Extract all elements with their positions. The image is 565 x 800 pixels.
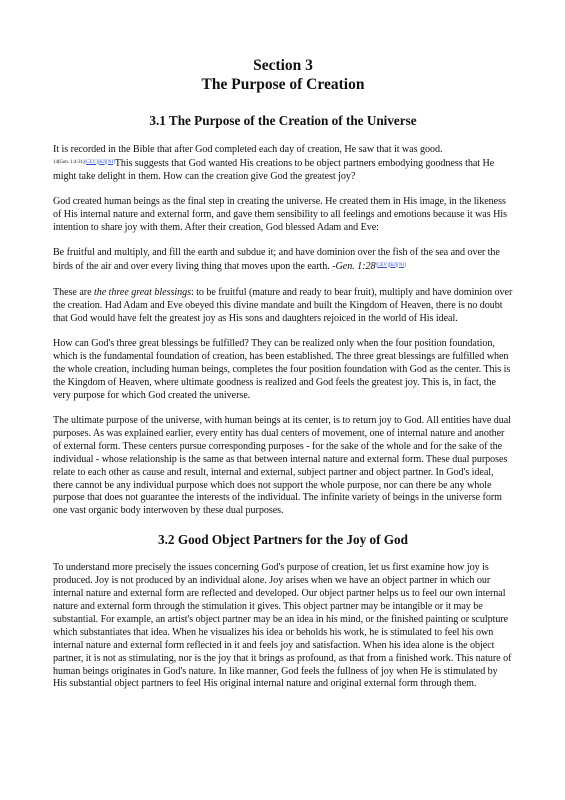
paragraph-3-1-5: How can God's three great blessings be fulfilled? They can be realized only when the four position foundation, which is the fundamental foundation of creation, has been established. The three great blessings are fulfilled when the whole creation, including human beings, completes the four position foundation with God as the center. This is the Kingdom of Heaven, where ultimate goodness is realized and God feels the greatest joy. This is, in fact, the very purpose for which God created the universe. <box>53 337 511 401</box>
quote-text: Be fruitful and multiply, and fill the earth and subdue it; and have dominion over the fish of the sea and over the birds of the air and over every living thing that moves upon the earth. - <box>53 247 500 273</box>
paragraph-text: These are <box>53 286 94 298</box>
footnote-reference: 14(Gen. 1:4-31) <box>53 159 85 165</box>
bracket: ][ <box>395 263 399 269</box>
paragraph-3-1-1 <box>53 144 513 184</box>
kj-link[interactable]: KJ <box>99 159 105 165</box>
subsection-heading-3-1: 3.1 The Purpose of the Creation of the Universe <box>149 113 417 128</box>
bracket: ] <box>113 159 115 165</box>
ni-link[interactable]: NI <box>107 159 114 165</box>
bracket: [ <box>84 159 87 165</box>
subsection-heading-3-2: 3.2 Good Object Partners for the Joy of God <box>158 532 408 548</box>
paragraph-3-1-2: God created human beings as the final step in creating the universe. He created them in His image, in the likeness of His internal nature and external form, and gave them sensibility to all feelings and emotions because it was His intention to share joy with them. After their creation, God blessed Adam and Eve: <box>53 196 507 234</box>
paragraph-text: It is recorded in the Bible that after God completed each day of creation, He saw that it was good. <box>53 144 443 155</box>
bracket: ][ <box>95 159 100 165</box>
cev-link[interactable]: CEV <box>86 159 96 165</box>
bracket: ][ <box>104 159 108 165</box>
paragraph-text: T <box>114 157 121 169</box>
paragraph-3-2-1: To understand more precisely the issues concerning God's purpose of creation, let us first examine how joy is produced. Joy is not produced by an individual alone. Joy arises when we have an object partner in which our internal nature and external form are reflected and developed. Our object partner helps us to feel our own internal nature and external form through the stimulation it gives. This object partner may be intangible or it may be substantial. For example, an artist's object partner may be an idea in his mind, or the finished painting or sculpture which substantiates that idea. When he visualizes his idea or beholds his work, he is stimulated to feel his own internal nature and external form reflected in it and feels joy and satisfaction. When his idea alone is the object partner, it is not as stimulating, nor is the joy that it brings as profound, as that from a finished work. This nature of human beings originates in God's nature. In like manner, God feels the fullness of joy when He is stimulated by His substantial object partners to feel His original internal nature and original external form through them. <box>53 562 512 690</box>
kj-link[interactable]: KJ <box>390 263 396 269</box>
bracket: ][ <box>386 263 391 269</box>
paragraph-3-1-4 <box>53 287 513 326</box>
section-number: Section 3 <box>253 57 313 74</box>
paragraph-text: : to be fruitful (mature and ready to bear fruit), multiply and have dominion over the creation. Had Adam and Eve obeyed this divine mandate and built the Kingdom of Heaven, there is no doubt that God would have felt the greatest joy as His sons and daughters rejoiced in the world of His ideal. <box>53 286 513 324</box>
bracket: [ <box>375 263 378 269</box>
paragraph-3-1-3-quote <box>53 247 513 274</box>
section-title: The Purpose of Creation <box>201 76 365 93</box>
emphasis-text: the three great blessings <box>93 286 191 298</box>
citation: Gen. 1:28 <box>335 261 376 273</box>
cev-link[interactable]: CEV <box>377 263 387 269</box>
paragraph-3-1-6: The ultimate purpose of the universe, with human beings at its center, is to return joy to God. All entities have dual purposes. As was explained earlier, every entity has dual centers of movement, one of internal nature and another of external form. These centers pursue corresponding purposes - for the sake of the whole and for the sake of the individual - whose relationship is the same as that between internal nature and external form. These dual purposes relate to each other as cause and result, internal and external, subject partner and object partner. In God's ideal, there cannot be any individual purpose which does not support the whole purpose, nor can there be any whole purpose that does not guarantee the interests of the individual. The infinite variety of beings in the universe form one vast organic body interwoven by these dual purposes. <box>53 415 511 517</box>
bracket: ] <box>404 263 406 269</box>
paragraph-text: his suggests that God wanted His creations to be object partners embodying goodness that He might take delight in them. How can the creation give God the greatest joy? <box>53 157 495 182</box>
ni-link[interactable]: NI <box>398 263 405 269</box>
